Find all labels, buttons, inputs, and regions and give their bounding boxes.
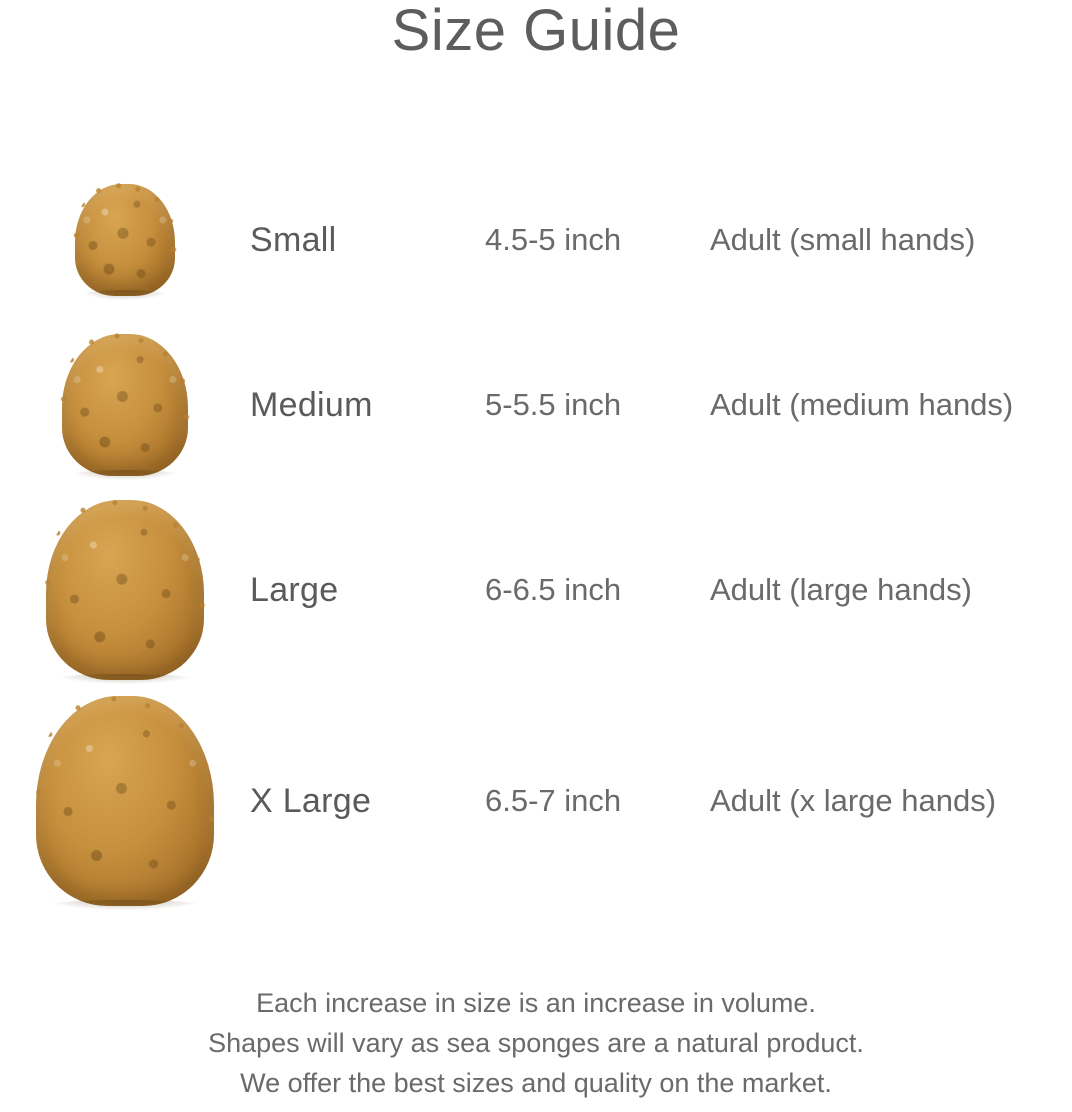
sponge-image-cell <box>0 184 250 296</box>
footnote <box>0 984 1072 1104</box>
sponge-icon <box>46 500 204 680</box>
sponge-image-cell <box>0 696 250 906</box>
size-recommendation: Adult (small hands) <box>710 222 976 257</box>
size-guide-table <box>0 160 1072 912</box>
table-row <box>0 160 1072 320</box>
sponge-icon <box>75 184 175 296</box>
size-recommendation: Adult (medium hands) <box>710 387 1014 422</box>
size-label: Large <box>250 570 339 609</box>
size-dimensions: 6-6.5 inch <box>485 572 622 607</box>
footnote-line-1: Each increase in size is an increase in volume. <box>256 988 816 1019</box>
footnote-line-2: Shapes will vary as sea sponges are a natural product. <box>208 1028 864 1059</box>
size-recommendation: Adult (large hands) <box>710 572 972 607</box>
size-dimensions: 5-5.5 inch <box>485 387 622 422</box>
size-label: X Large <box>250 781 372 820</box>
sponge-icon <box>62 334 188 476</box>
footnote-line-3: We offer the best sizes and quality on the market. <box>240 1068 832 1099</box>
page-title: Size Guide <box>391 0 681 63</box>
table-row <box>0 320 1072 490</box>
size-dimensions: 6.5-7 inch <box>485 783 622 818</box>
sponge-image-cell <box>0 334 250 476</box>
sponge-icon <box>36 696 214 906</box>
size-dimensions: 4.5-5 inch <box>485 222 622 257</box>
table-row <box>0 490 1072 690</box>
table-row <box>0 690 1072 912</box>
size-label: Medium <box>250 385 373 424</box>
size-label: Small <box>250 220 337 259</box>
size-recommendation: Adult (x large hands) <box>710 783 997 818</box>
sponge-image-cell <box>0 500 250 680</box>
